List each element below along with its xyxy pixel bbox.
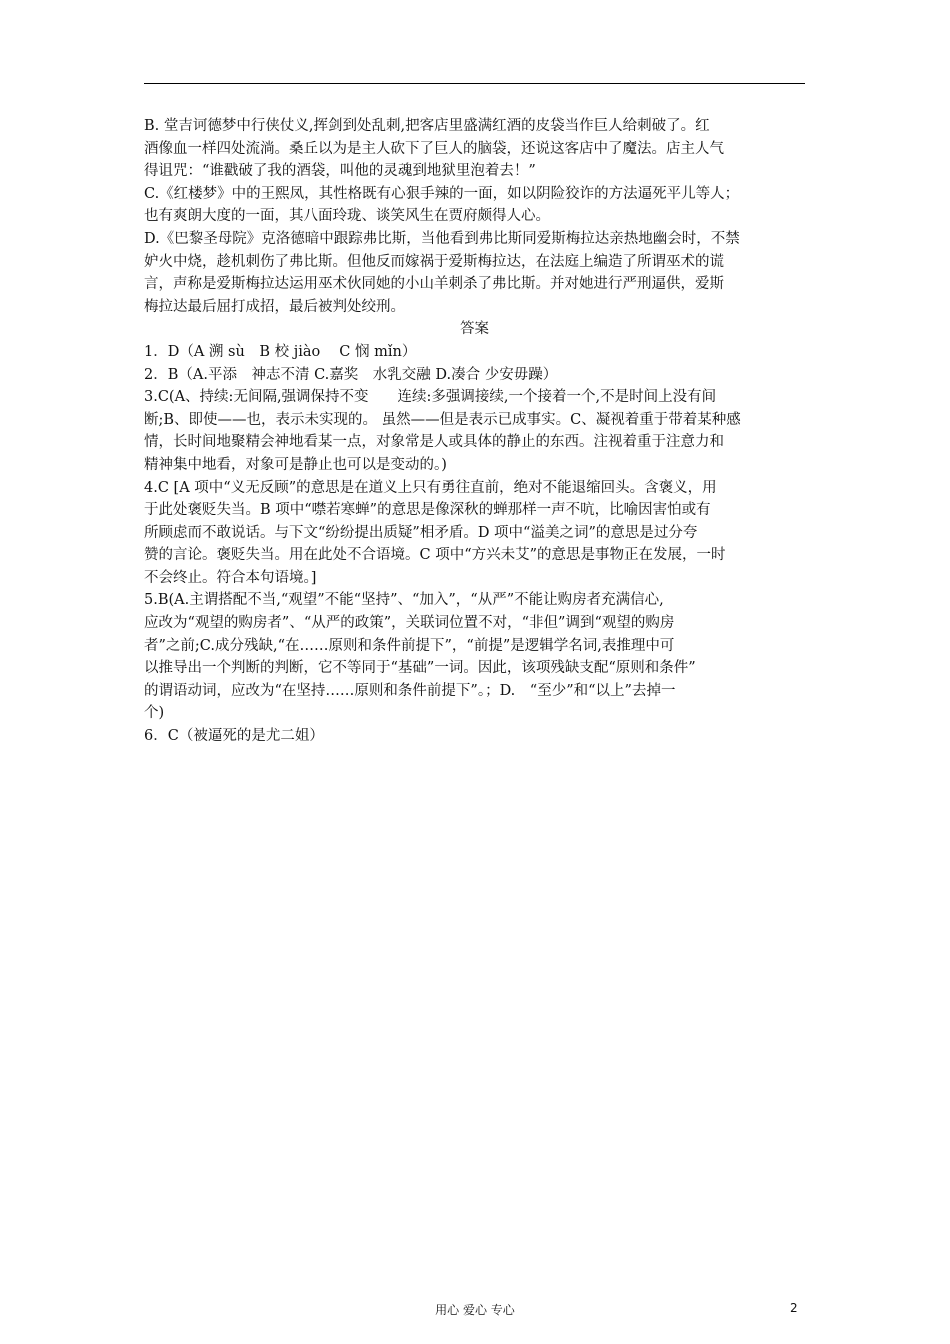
text-line: 应改为“观望的购房者”、“从严的政策”，关联词位置不对，“非但”调到“观望的购房 [144,615,675,632]
question-option-b [144,115,812,183]
text-line: 情，长时间地聚精会神地看某一点，对象常是人或具体的静止的东西。注视着重于注意力和 [144,434,724,451]
text-line: 的谓语动词，应改为“在坚持……原则和条件前提下”。；D. “至少”和“以上”去掉一 [144,682,676,699]
text-line: 者”之前;C.成分残缺,“在……原则和条件前提下”，“前提”是逻辑学名词,表推理中可 [144,637,675,654]
document-body [144,115,812,748]
text-line: 赞的言论。褒贬失当。用在此处不合语境。C 项中“方兴未艾”的意思是事物正在发展，一时 [144,547,726,564]
text-line: 3.C(A、持续:无间隔,强调保持不变 连续:多强调接续,一个接着一个,不是时间上没有间 [144,389,717,406]
answer-1 [144,341,812,364]
text-line: 精神集中地看，对象可是静止也可以是变动的。) [144,456,447,473]
text-line: 1．D（A 溯 sù B 校 jiào C 悯 mǐn） [144,343,417,360]
answer-5 [144,589,812,725]
text-line: D.《巴黎圣母院》克洛德暗中跟踪弗比斯，当他看到弗比斯同爱斯梅拉达亲热地幽会时，不禁 [144,230,740,247]
answer-6 [144,725,812,748]
text-line: 2．B（A.平添 神志不清 C.嘉奖 水乳交融 D.凑合 少安毋躁） [144,366,558,383]
text-line: 酒像血一样四处流淌。桑丘以为是主人砍下了巨人的脑袋，还说这客店中了魔法。店主人气 [144,140,724,157]
answer-2 [144,364,812,387]
text-line: 梅拉达最后屈打成招，最后被判处绞刑。 [144,298,405,315]
header-rule [144,83,805,84]
text-line: 于此处褒贬失当。B 项中“噤若寒蝉”的意思是像深秋的蝉那样一声不吭，比喻因害怕或有 [144,502,711,519]
text-line: 个) [144,705,165,722]
page-number: 2 [790,1301,798,1315]
text-line: 4.C [A 项中“义无反顾”的意思是在道义上只有勇往直前，绝对不能退缩回头。含褒义，用 [144,479,717,496]
text-line: B. 堂吉诃德梦中行侠仗义,挥剑到处乱刺,把客店里盛满红酒的皮袋当作巨人给刺破了。红 [144,118,710,134]
text-line: 不会终止。符合本句语境。] [144,569,317,586]
question-option-d [144,228,812,318]
text-line: 5.B(A.主谓搭配不当,“观望”不能“坚持”、“加入”，“从严”不能让购房者充满信心, [144,592,664,609]
text-line: C.《红楼梦》中的王熙凤，其性格既有心狠手辣的一面，如以阴险狡诈的方法逼死平儿等人； [144,185,740,202]
text-line: 妒火中烧，趁机刺伤了弗比斯。但他反而嫁祸于爱斯梅拉达，在法庭上编造了所谓巫术的谎 [144,253,724,270]
answer-4 [144,477,812,590]
question-option-c [144,183,812,228]
text-line: 也有爽朗大度的一面，其八面玲珑、谈笑风生在贾府颇得人心。 [144,208,550,225]
answer-heading: 答案 [460,321,489,338]
answer-3 [144,386,812,476]
text-line: 言，声称是爱斯梅拉达运用巫术伙同她的小山羊刺杀了弗比斯。并对她进行严刑逼供，爱斯 [144,276,724,293]
text-line: 6．C（被逼死的是尤二姐） [144,728,324,745]
text-line: 所顾虑而不敢说话。与下文“纷纷提出质疑”相矛盾。D 项中“溢美之词”的意思是过分夸 [144,524,698,541]
text-line: 以推导出一个判断的判断，它不等同于“基础”一词。因此，该项残缺支配“原则和条件” [144,660,696,677]
footer-slogan: 用心 爱心 专心 [435,1303,515,1317]
text-line: 得诅咒：“谁戳破了我的酒袋，叫他的灵魂到地狱里泡着去！” [144,163,536,180]
text-line: 断;B、即使——也，表示未实现的。 虽然——但是表示已成事实。C、凝视着重于带着某种感 [144,411,741,428]
